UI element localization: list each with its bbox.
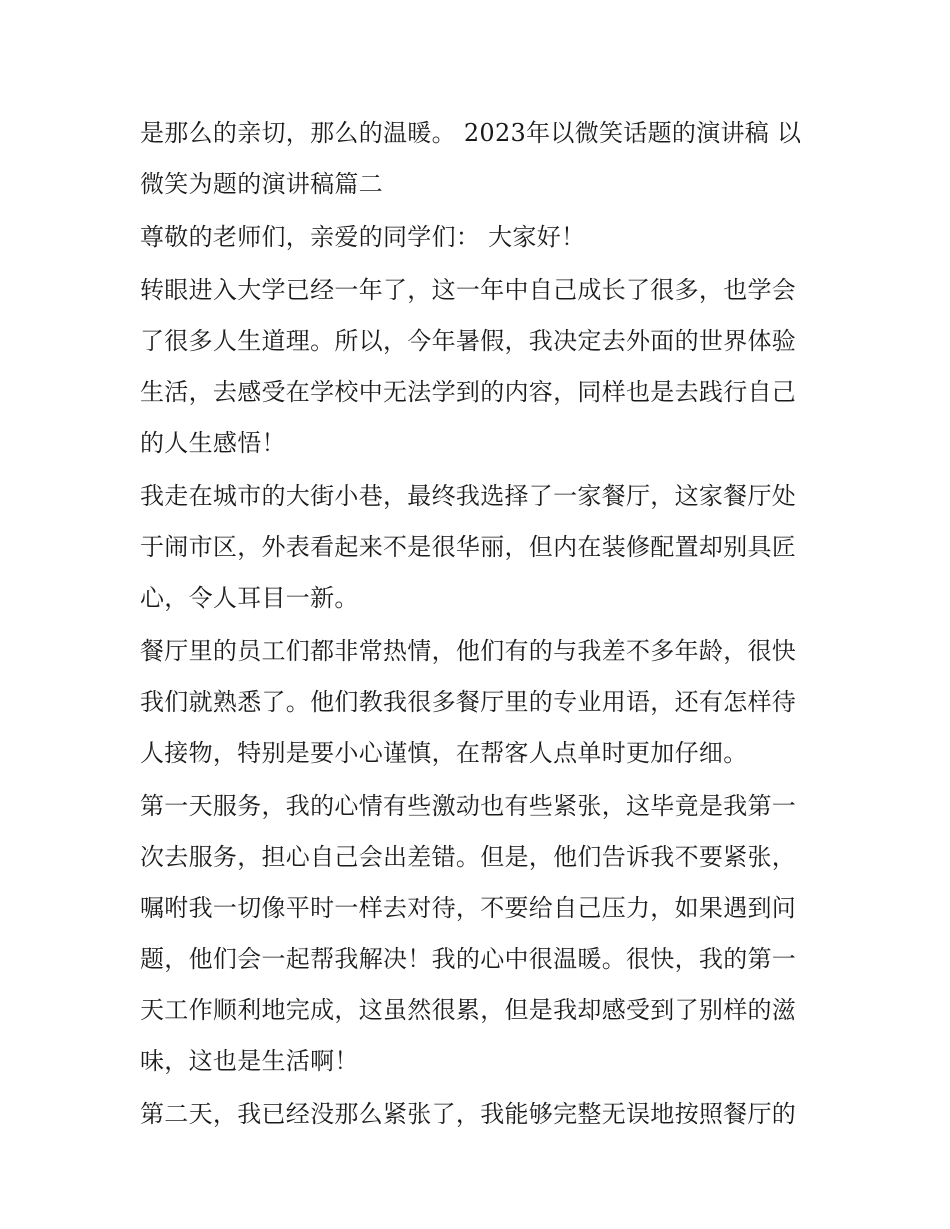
text-line: 次去服务，担心自己会出差错。但是，他们告诉我不要紧张， — [140, 843, 797, 871]
text-line: 心，令人耳目一新。 — [140, 584, 359, 612]
paragraph-3 — [140, 265, 820, 469]
text-line: 第二天，我已经没那么紧张了，我能够完整无误地按照餐厅的 — [140, 1100, 797, 1128]
text-line: 味，这也是生活啊！ — [140, 1047, 359, 1075]
text-line: 天工作顺利地完成，这虽然很累，但是我却感受到了别样的滋 — [140, 996, 797, 1024]
text-line: 微笑为题的演讲稿篇二 — [140, 170, 383, 198]
text-line: 的人生感悟！ — [140, 429, 286, 457]
text-line: 尊敬的老师们，亲爱的同学们： 大家好！ — [140, 223, 586, 251]
paragraph-5 — [140, 626, 820, 779]
paragraph-1 — [140, 108, 820, 210]
text-line: 是那么的亲切，那么的温暖。 2023年以微笑话题的演讲稿 以 — [140, 119, 802, 147]
paragraph-2 — [140, 212, 820, 263]
text-line: 转眼进入大学已经一年了，这一年中自己成长了很多，也学会 — [140, 276, 797, 304]
text-line: 第一天服务，我的心情有些激动也有些紧张，这毕竟是我第一 — [140, 792, 797, 820]
paragraph-6 — [140, 781, 820, 1087]
paragraph-7 — [140, 1089, 820, 1140]
text-line: 嘱咐我一切像平时一样去对待，不要给自己压力，如果遇到问 — [140, 894, 797, 922]
text-line: 于闹市区，外表看起来不是很华丽，但内在装修配置却别具匠 — [140, 533, 797, 561]
paragraph-4 — [140, 471, 820, 624]
text-line: 了很多人生道理。所以，今年暑假，我决定去外面的世界体验 — [140, 327, 797, 355]
text-line: 我们就熟悉了。他们教我很多餐厅里的专业用语，还有怎样待 — [140, 688, 797, 716]
text-line: 生活，去感受在学校中无法学到的内容，同样也是去践行自己 — [140, 378, 797, 406]
text-line: 题，他们会一起帮我解决！我的心中很温暖。很快，我的第一 — [140, 945, 797, 973]
text-line: 餐厅里的员工们都非常热情，他们有的与我差不多年龄，很快 — [140, 637, 797, 665]
text-line: 我走在城市的大街小巷，最终我选择了一家餐厅，这家餐厅处 — [140, 482, 797, 510]
text-line: 人接物，特别是要小心谨慎，在帮客人点单时更加仔细。 — [140, 739, 748, 767]
document-body — [140, 108, 820, 1142]
